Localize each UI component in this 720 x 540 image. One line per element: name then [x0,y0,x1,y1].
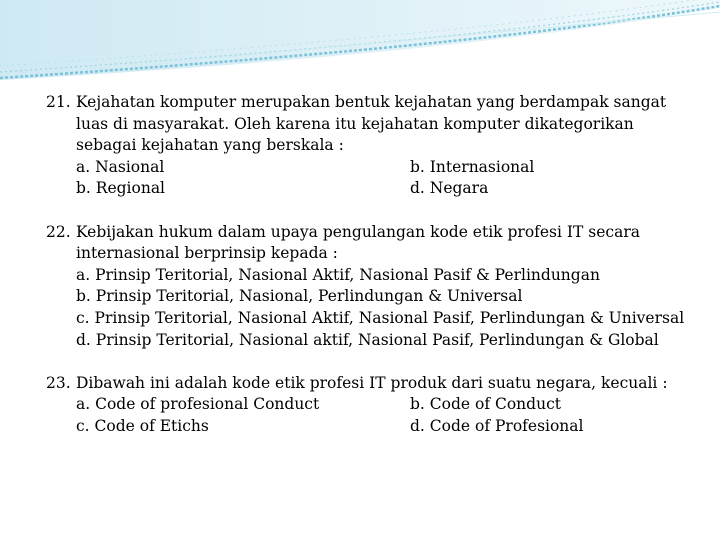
question-21 [46,92,696,200]
decorative-banner [0,0,720,90]
option-row [76,157,696,179]
question-number: 22. [46,222,71,241]
option: a. Prinsip Teritorial, Nasional Aktif, Nasional Pasif & Perlindungan [76,265,600,284]
question-list [46,92,696,459]
option: d. Prinsip Teritorial, Nasional aktif, Nasional Pasif, Perlindungan & Global [76,330,659,349]
option: d. Code of Profesional [410,416,584,435]
option: b. Internasional [410,157,535,176]
question-22 [46,222,696,352]
question-text: Kebijakan hukum dalam upaya pengulangan kode etik profesi IT secara [76,222,640,241]
option-row [76,178,696,200]
question-text: sebagai kejahatan yang berskala : [76,136,344,155]
option: b. Regional [76,179,166,198]
question-number: 23. [46,373,71,392]
option: a. Nasional [76,157,165,176]
question-text: luas di masyarakat. Oleh karena itu kejahatan komputer dikategorikan [76,114,634,133]
option-row [76,394,696,416]
option: c. Code of Etichs [76,416,209,435]
question-23 [46,373,696,438]
option: b. Prinsip Teritorial, Nasional, Perlindungan & Universal [76,287,523,306]
question-text: Kejahatan komputer merupakan bentuk kejahatan yang berdampak sangat [76,93,667,111]
option: c. Prinsip Teritorial, Nasional Aktif, Nasional Pasif, Perlindungan & Universal [76,308,685,327]
option: d. Negara [410,179,489,198]
question-text: internasional berprinsip kepada : [76,244,338,263]
option: a. Code of profesional Conduct [76,395,320,414]
question-text: Dibawah ini adalah kode etik profesi IT produk dari suatu negara, kecuali : [76,373,668,392]
option-row [76,416,696,438]
option: b. Code of Conduct [410,395,561,414]
question-number: 21. [46,93,71,111]
